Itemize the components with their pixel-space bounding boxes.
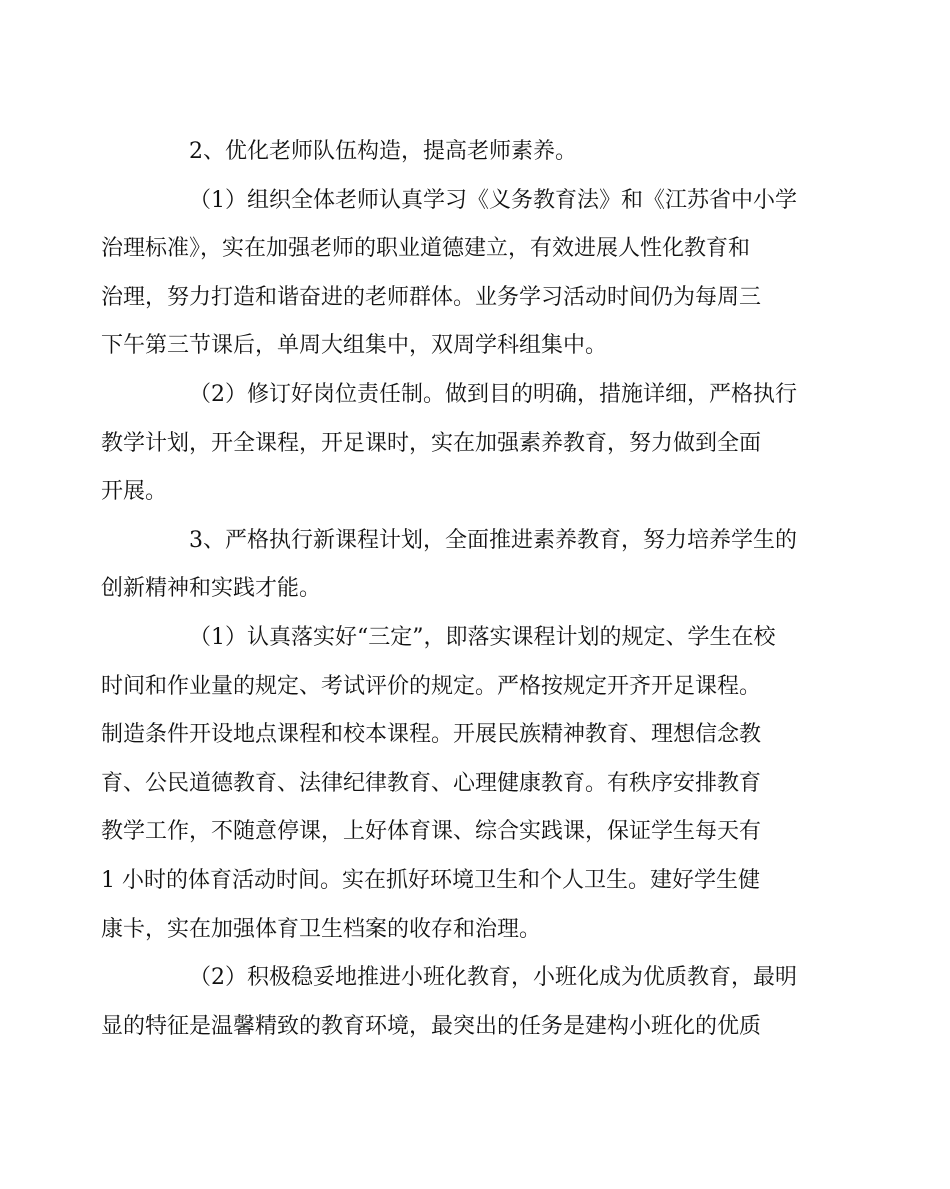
text-line: 康卡，实在加强体育卫生档案的收存和治理。 <box>101 916 542 942</box>
paragraph-item-1-study <box>101 177 805 371</box>
text-line: 时间和作业量的规定、考试评价的规定。严格按规定开齐开足课程。 <box>101 673 762 699</box>
paragraph-section-2-heading <box>145 128 805 177</box>
paragraph-item-2-small-class <box>101 954 805 1051</box>
text-line: 治理标准》，实在加强老师的职业道德建立，有效进展人性化教育和 <box>101 236 751 262</box>
text-line: 治理，努力打造和谐奋进的老师群体。业务学习活动时间仍为每周三 <box>101 284 762 310</box>
text-line: 制造条件开设地点课程和校本课程。开展民族精神教育、理想信念教 <box>101 722 762 748</box>
text-line: 下午第三节课后，单周大组集中，双周学科组集中。 <box>101 333 608 359</box>
text-line: 显的特征是温馨精致的教育环境，最突出的任务是建构小班化的优质 <box>101 1013 762 1039</box>
text-line: 教学工作，不随意停课，上好体育课、综合实践课，保证学生每天有 <box>101 819 762 845</box>
paragraph-item-2-responsibility <box>101 371 805 517</box>
text-line: 3、严格执行新课程计划，全面推进素养教育，努力培养学生的 <box>189 527 797 553</box>
text-line: （2）积极稳妥地推进小班化教育，小班化成为优质教育，最明 <box>189 965 797 991</box>
text-line: 开展。 <box>101 479 168 505</box>
text-line: 教学计划，开全课程，开足课时，实在加强素养教育，努力做到全面 <box>101 430 762 456</box>
text-line: （1）认真落实好“三定”，即落实课程计划的规定、学生在校 <box>189 624 776 650</box>
document-body <box>101 128 805 1051</box>
paragraph-item-1-three-rules <box>101 614 805 954</box>
text-line: 育、公民道德教育、法律纪律教育、心理健康教育。有秩序安排教育 <box>101 770 762 796</box>
text-line: 2、优化老师队伍构造，提高老师素养。 <box>189 139 577 164</box>
text-line: （2）修订好岗位责任制。做到目的明确，措施详细，严格执行 <box>189 381 797 407</box>
text-line: （1）组织全体老师认真学习《义务教育法》和《江苏省中小学 <box>189 187 797 213</box>
text-line: 创新精神和实践才能。 <box>101 576 322 602</box>
text-line: 1 小时的体育活动时间。实在抓好环境卫生和个人卫生。建好学生健 <box>101 867 760 893</box>
paragraph-section-3-heading <box>101 517 805 614</box>
